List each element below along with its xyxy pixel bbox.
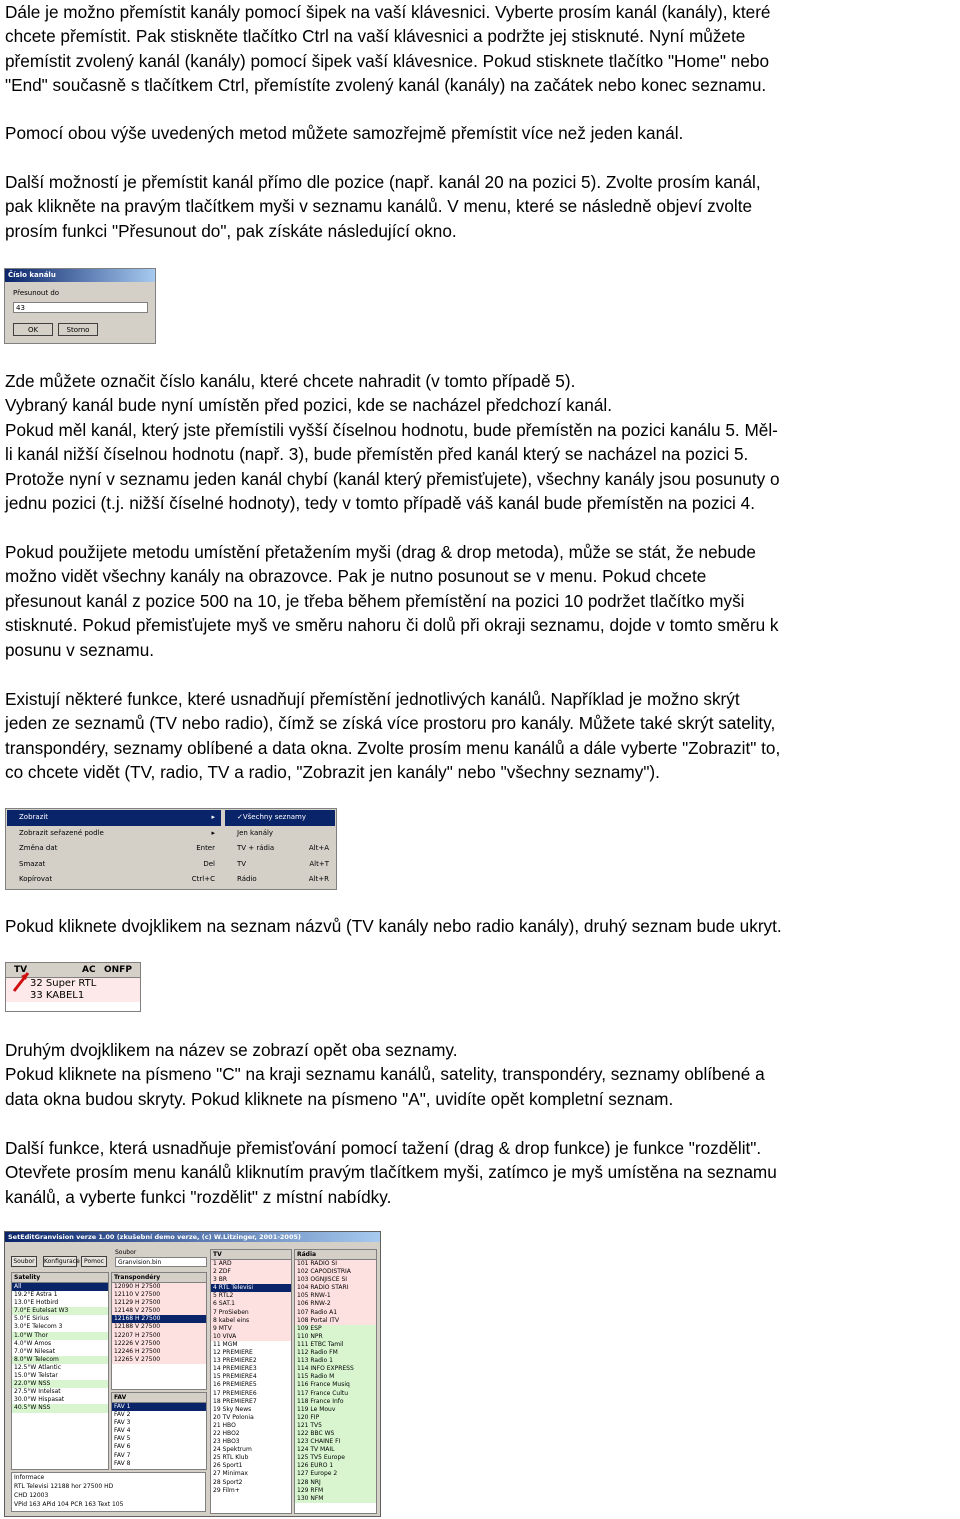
list-item[interactable]: 4 RTL Televisi: [211, 1284, 291, 1292]
menu-item-shortcut: Alt+R: [308, 875, 329, 883]
list-item[interactable]: 123 CHAINE FI: [295, 1438, 376, 1446]
list-item[interactable]: 15 PREMIERE4: [213, 1373, 257, 1381]
list-item[interactable]: 30.0°W Hispasat: [14, 1396, 65, 1404]
help-button[interactable]: Pomoc: [81, 1256, 107, 1267]
list-item[interactable]: 12226 V 27500: [112, 1340, 206, 1348]
list-item[interactable]: 12110 V 27500: [112, 1291, 206, 1299]
text-line: pak klikněte na pravým tlačítkem myši v seznamu kanálů. V menu, které se následně objeví zvolte: [5, 196, 753, 217]
text-line: Dále je možno přemístit kanály pomocí šipek na vaší klávesnici. Vyberte prosím kanál (kanály), které: [5, 2, 771, 22]
list-item[interactable]: 12265 V 27500: [112, 1356, 206, 1364]
text-line: jeden ze seznamů (TV nebo radio), čímž se získá více prostoru pro kanály. Můžete také skrýt satelity,: [5, 713, 776, 734]
list-item[interactable]: 1 ARD: [211, 1260, 291, 1268]
list-item[interactable]: 1.0°W Thor: [12, 1332, 108, 1340]
tv-header-label[interactable]: TV: [14, 965, 28, 975]
list-item[interactable]: 119 Le Mouv: [295, 1406, 376, 1414]
menu-item-shortcut: Enter: [196, 844, 215, 852]
red-arrow-icon: [8, 967, 48, 1007]
menu-item-shortcut: ▸: [211, 828, 215, 837]
menu-item[interactable]: [225, 857, 335, 873]
list-item[interactable]: FAV 1: [112, 1403, 206, 1411]
list-item[interactable]: 12246 H 27500: [112, 1348, 206, 1356]
list-item[interactable]: FAV 5: [114, 1435, 131, 1443]
text-line: Existují některé funkce, které usnadňují přemístění jednotlivých kanálů. Například je možno skrýt: [5, 689, 740, 709]
list-item[interactable]: All: [12, 1283, 108, 1291]
satellite-list[interactable]: [11, 1272, 109, 1470]
paragraph-9: [5, 1136, 960, 1209]
menu-item-shortcut: Del: [203, 859, 215, 868]
list-item[interactable]: 8.0°W Telecom: [12, 1356, 108, 1364]
text-line: Pokud měl kanál, který jste přemístili vyšší číselnou hodnotu, bude přemístěn na pozici kanálu 5. Měl-: [5, 419, 778, 440]
list-item[interactable]: 13.0°E Hotbird: [14, 1299, 59, 1307]
list-item[interactable]: 24 Spektrum: [213, 1446, 252, 1454]
paragraph-6: [5, 687, 960, 785]
menu-item[interactable]: [7, 872, 221, 888]
list-item[interactable]: 33 KABEL1: [6, 990, 140, 1002]
text-line: li kanál nižší číselnou hodnotu (např. 3), bude přemístěn před kanál který se nacházel na pozici 5.: [5, 444, 749, 465]
list-item[interactable]: 114 INFO EXPRESS: [295, 1365, 376, 1373]
list-item[interactable]: 19 Sky News: [213, 1405, 252, 1413]
paragraph-8: [5, 1038, 960, 1111]
list-item[interactable]: 29 Film+: [213, 1486, 240, 1494]
menu-item-label: TV: [237, 859, 247, 868]
list-item[interactable]: FAV 7: [114, 1451, 131, 1459]
list-item[interactable]: 113 Radio 1: [295, 1357, 376, 1365]
transponder-list-header[interactable]: Transpondéry: [112, 1273, 206, 1283]
list-item[interactable]: 101 RADIO SI: [295, 1260, 376, 1268]
text-line: Další možností je přemístit kanál přímo dle pozice (např. kanál 20 na pozici 5). Zvolte prosím kanál,: [5, 172, 761, 192]
list-item[interactable]: 102 CAPODISTRIA: [295, 1268, 376, 1276]
list-item[interactable]: 120 FIP: [295, 1414, 376, 1422]
menu-left-column: [7, 810, 221, 888]
list-item[interactable]: 26 Sport1: [213, 1462, 243, 1470]
text-line: Protože nyní v seznamu jeden kanál chybí (kanál který přemisťujete), všechny kanály jsou posunuty o: [5, 468, 780, 489]
list-item[interactable]: 122 BBC WS: [295, 1430, 376, 1438]
list-item[interactable]: FAV 6: [114, 1443, 131, 1451]
dialog-label: Přesunout do: [13, 289, 60, 297]
list-item[interactable]: Informace: [14, 1474, 45, 1481]
text-line: Pomocí obou výše uvedených metod můžete samozřejmě přemístit více než jeden kanál.: [5, 123, 684, 143]
ok-button[interactable]: OK: [13, 323, 53, 336]
list-item[interactable]: 22 HBO2: [213, 1429, 240, 1437]
list-item[interactable]: 126 EURO 1: [295, 1462, 376, 1470]
menu-item-label: Zobrazit: [19, 813, 49, 821]
menu-item[interactable]: [7, 810, 221, 826]
dialog-title: Číslo kanálu: [5, 269, 155, 282]
list-item[interactable]: 19.2°E Astra 1: [14, 1291, 58, 1299]
ac-header-label[interactable]: AC: [82, 965, 96, 975]
list-item[interactable]: 12090 H 27500: [112, 1283, 206, 1291]
position-input[interactable]: 43: [13, 302, 148, 313]
list-item[interactable]: FAV 2: [114, 1411, 131, 1419]
text-line: Druhým dvojklikem na název se zobrazí opět oba seznamy.: [5, 1040, 458, 1060]
radio-list-header[interactable]: Rádia: [295, 1250, 376, 1260]
menu-item-label: Rádio: [237, 875, 257, 883]
list-item[interactable]: 32 Super RTL: [6, 978, 140, 990]
move-to-dialog-screenshot: [4, 268, 156, 344]
list-item[interactable]: 111 ETBC Tamil: [295, 1341, 376, 1349]
setedit-window-screenshot: [4, 1231, 381, 1517]
list-item[interactable]: 11 MGM: [213, 1340, 238, 1348]
file-button[interactable]: Soubor: [11, 1256, 37, 1267]
menu-item-label: Jen kanály: [237, 828, 274, 837]
menu-item[interactable]: [7, 841, 221, 857]
menu-item-shortcut: Alt+T: [309, 859, 329, 868]
text-line: Další funkce, která usnadňuje přemisťování pomocí tažení (drag & drop funkce) je funkce "rozdělit".: [5, 1138, 762, 1158]
menu-item-label: TV + rádia: [237, 844, 275, 852]
list-item[interactable]: 27.5°W Intelsat: [14, 1388, 61, 1396]
tv-list-header-screenshot: [5, 962, 141, 1012]
info-panel: [11, 1472, 206, 1512]
list-item[interactable]: 110 NPR: [295, 1333, 376, 1341]
list-item[interactable]: 10 VIVA: [211, 1333, 291, 1341]
list-item[interactable]: 129 RFM: [295, 1487, 376, 1495]
menu-item-label: Zobrazit seřazené podle: [19, 828, 104, 837]
list-item[interactable]: 107 Radio A1: [295, 1309, 376, 1317]
menu-item-label: Změna dat: [19, 844, 58, 852]
list-item[interactable]: 6 SAT.1: [211, 1300, 291, 1308]
cancel-button[interactable]: Storno: [58, 323, 98, 336]
text-line: Zde můžete označit číslo kanálu, které chcete nahradit (v tomto případě 5).: [5, 371, 576, 391]
list-item[interactable]: 12207 H 27500: [112, 1332, 206, 1340]
list-item[interactable]: 127 Europe 2: [295, 1470, 376, 1478]
menu-item-shortcut: Ctrl+C: [191, 875, 215, 883]
text-line: Otevřete prosím menu kanálů kliknutím pravým tlačítkem myši, zatímco je myš umístěna na seznamu: [5, 1162, 777, 1183]
list-item[interactable]: FAV 4: [114, 1427, 131, 1435]
menu-item[interactable]: [225, 810, 335, 826]
view-menu-screenshot: [5, 808, 337, 890]
list-item[interactable]: 109 ESP: [295, 1325, 376, 1333]
text-line: Pokud použijete metodu umístění přetažením myši (drag & drop metoda), může se stát, že nebude: [5, 542, 756, 562]
favorites-list[interactable]: [111, 1392, 207, 1470]
paragraph-4: [5, 369, 960, 515]
list-item[interactable]: 103 OGNJISCE SI: [295, 1276, 376, 1284]
list-item[interactable]: 9 MTV: [211, 1325, 291, 1333]
list-item[interactable]: 18 PREMIERE7: [213, 1397, 257, 1405]
paragraph-2: [5, 121, 960, 145]
list-item[interactable]: 21 HBO: [213, 1421, 236, 1429]
list-item[interactable]: 108 Portal ITV: [295, 1317, 376, 1325]
list-item[interactable]: 12129 H 27500: [112, 1299, 206, 1307]
list-item[interactable]: RTL Televisi 12188 hor 27500 HD: [14, 1483, 114, 1490]
text-line: jednu pozici (t.j. nižší číselné hodnoty), tedy v tomto případě váš kanál bude přemístěn na pozici 4.: [5, 493, 755, 514]
list-item[interactable]: VPid 163 APid 104 PCR 163 Text 105: [14, 1501, 124, 1508]
list-item[interactable]: 28 Sport2: [213, 1478, 243, 1486]
text-line: Pokud kliknete dvojklikem na seznam názvů (TV kanály nebo radio kanály), druhý seznam bude ukryt.: [5, 916, 782, 936]
text-line: Pokud kliknete na písmeno "C" na kraji seznamu kanálů, satelity, transpondéry, seznamy oblíbené a: [5, 1064, 765, 1085]
tv-channel-list[interactable]: [210, 1249, 292, 1514]
menu-item-shortcut: Alt+A: [308, 844, 329, 852]
list-item[interactable]: 8 kabel eins: [211, 1317, 291, 1325]
text-line: posunu v seznamu.: [5, 639, 155, 660]
list-item[interactable]: 128 NRJ: [295, 1479, 376, 1487]
list-item[interactable]: 22.0°W NSS: [12, 1380, 108, 1388]
list-item[interactable]: 104 RADIO STARI: [295, 1284, 376, 1292]
list-item[interactable]: 124 TV MAIL: [295, 1446, 376, 1454]
text-line: přesunout kanál z pozice 500 na 10, je třeba během přemístění na pozici 10 podržet tlačítko myši: [5, 590, 745, 611]
list-item[interactable]: 130 NFM: [295, 1495, 376, 1503]
list-item[interactable]: 121 TV5: [295, 1422, 376, 1430]
list-item[interactable]: 25 RTL Klub: [213, 1454, 249, 1462]
favorites-list-header[interactable]: FAV: [112, 1393, 206, 1403]
list-item[interactable]: 3.0°E Telecom 3: [14, 1323, 63, 1331]
paragraph-7: [5, 914, 960, 938]
list-item[interactable]: FAV 8: [114, 1459, 131, 1467]
text-line: chcete přemístit. Pak stiskněte tlačítko Ctrl na vaší klávesnici a podržte jej stisknuté. Nyní můžete: [5, 26, 746, 47]
list-item[interactable]: 118 France Info: [295, 1398, 376, 1406]
menu-item[interactable]: [7, 826, 221, 842]
file-name-field[interactable]: Granvision.bin: [115, 1257, 207, 1267]
text-line: "End" současně s tlačítkem Ctrl, přemístíte zvolený kanál (kanály) na začátek nebo konec seznamu.: [5, 75, 767, 96]
list-item[interactable]: 12188 V 27500: [112, 1323, 206, 1331]
list-item[interactable]: 7.0°W Nilesat: [14, 1347, 56, 1355]
text-line: data okna budou skryty. Pokud kliknete na písmeno "A", uvidíte opět kompletní seznam.: [5, 1088, 674, 1109]
list-item[interactable]: CHD 12003: [14, 1492, 49, 1499]
text-line: možno vidět všechny kanály na obrazovce. Pak je nutno posunout se v menu. Pokud chcete: [5, 566, 707, 587]
list-item[interactable]: 13 PREMIERE2: [213, 1357, 257, 1365]
text-line: co chcete vidět (TV, radio, TV a radio, "Zobrazit jen kanály" nebo "všechny seznamy").: [5, 762, 660, 783]
list-item[interactable]: 117 France Cultu: [295, 1390, 376, 1398]
onfp-header-label[interactable]: ONFP: [104, 965, 132, 975]
list-item[interactable]: 12.5°W Atlantic: [14, 1363, 62, 1371]
list-item[interactable]: 125 TV5 Europe: [295, 1454, 376, 1462]
text-line: kanálů, a vyberte funkci "rozdělit" z místní nabídky.: [5, 1186, 392, 1207]
satellite-list-header[interactable]: Satelity: [12, 1273, 108, 1283]
list-item[interactable]: 3 BR: [211, 1276, 291, 1284]
list-item[interactable]: 106 RNW-2: [295, 1300, 376, 1308]
text-line: prosím funkci "Přesunout do", pak získáte následující okno.: [5, 220, 457, 241]
tv-list-header[interactable]: TV: [211, 1250, 291, 1260]
list-item[interactable]: 5.0°E Sirius: [14, 1315, 49, 1323]
paragraph-5: [5, 540, 960, 662]
list-item[interactable]: 5 RTL2: [211, 1292, 291, 1300]
list-item[interactable]: 7 ProSieben: [211, 1309, 291, 1317]
list-item[interactable]: 14 PREMIERE3: [213, 1365, 257, 1373]
list-item[interactable]: 12148 V 27500: [112, 1307, 206, 1315]
list-item[interactable]: 116 France Musiq: [295, 1381, 376, 1389]
list-item[interactable]: 15.0°W Telstar: [14, 1372, 58, 1380]
window-title: SetEditGranvision verze 1.00 (zkušební demo verze, (c) W.Litzinger, 2001-2005): [5, 1232, 380, 1242]
list-item[interactable]: 12168 H 27500: [112, 1315, 206, 1323]
transponder-list[interactable]: [111, 1272, 207, 1390]
menu-item-label: Smazat: [19, 859, 46, 868]
text-line: transpondéry, seznamy oblíbené a data okna. Zvolte prosím menu kanálů a dále vyberte "Zobrazit" to,: [5, 737, 781, 758]
text-line: stisknuté. Pokud přemisťujete myš ve směru nahoru či dolů při okraji seznamu, dojde v tomto směru k: [5, 615, 779, 636]
menu-item-label: Kopírovat: [19, 875, 53, 883]
menu-item-shortcut: ▸: [211, 813, 215, 821]
list-item[interactable]: 16 PREMIERE5: [213, 1381, 257, 1389]
list-item[interactable]: 40.5°W NSS: [12, 1404, 108, 1412]
menu-item[interactable]: [225, 872, 335, 888]
menu-item[interactable]: [225, 826, 335, 842]
text-line: Vybraný kanál bude nyní umístěn před pozici, kde se nacházel předchozí kanál.: [5, 395, 613, 416]
list-item[interactable]: 12 PREMIERE: [213, 1349, 253, 1357]
menu-right-column: [225, 810, 335, 888]
list-item[interactable]: 7.0°E Eutelsat W3: [12, 1307, 108, 1315]
list-item[interactable]: 112 Radio FM: [295, 1349, 376, 1357]
radio-channel-list[interactable]: [294, 1249, 377, 1514]
list-item[interactable]: FAV 3: [114, 1419, 131, 1427]
menu-item[interactable]: [7, 857, 221, 873]
list-item[interactable]: 23 HBO3: [213, 1438, 240, 1446]
config-button[interactable]: Konfigurace: [44, 1258, 80, 1265]
list-item[interactable]: 4.0°W Amos: [14, 1339, 52, 1347]
menu-item-label: ✓Všechny seznamy: [237, 813, 307, 821]
list-item[interactable]: 27 Minimax: [213, 1470, 248, 1478]
text-line: přemístit zvolený kanál (kanály) pomocí šipek vaší klávesnice. Pokud stisknete tlačítko "Home" nebo: [5, 50, 770, 71]
list-item[interactable]: 115 Radio M: [295, 1373, 376, 1381]
list-item[interactable]: 2 ZDF: [211, 1268, 291, 1276]
list-item[interactable]: 105 RNW-1: [295, 1292, 376, 1300]
paragraph-1: [5, 0, 960, 98]
file-label: Soubor: [115, 1249, 137, 1256]
menu-item[interactable]: [225, 841, 335, 857]
list-item[interactable]: 17 PREMIERE6: [213, 1389, 257, 1397]
list-item[interactable]: 20 TV Polonia: [213, 1413, 254, 1421]
paragraph-3: [5, 170, 960, 243]
